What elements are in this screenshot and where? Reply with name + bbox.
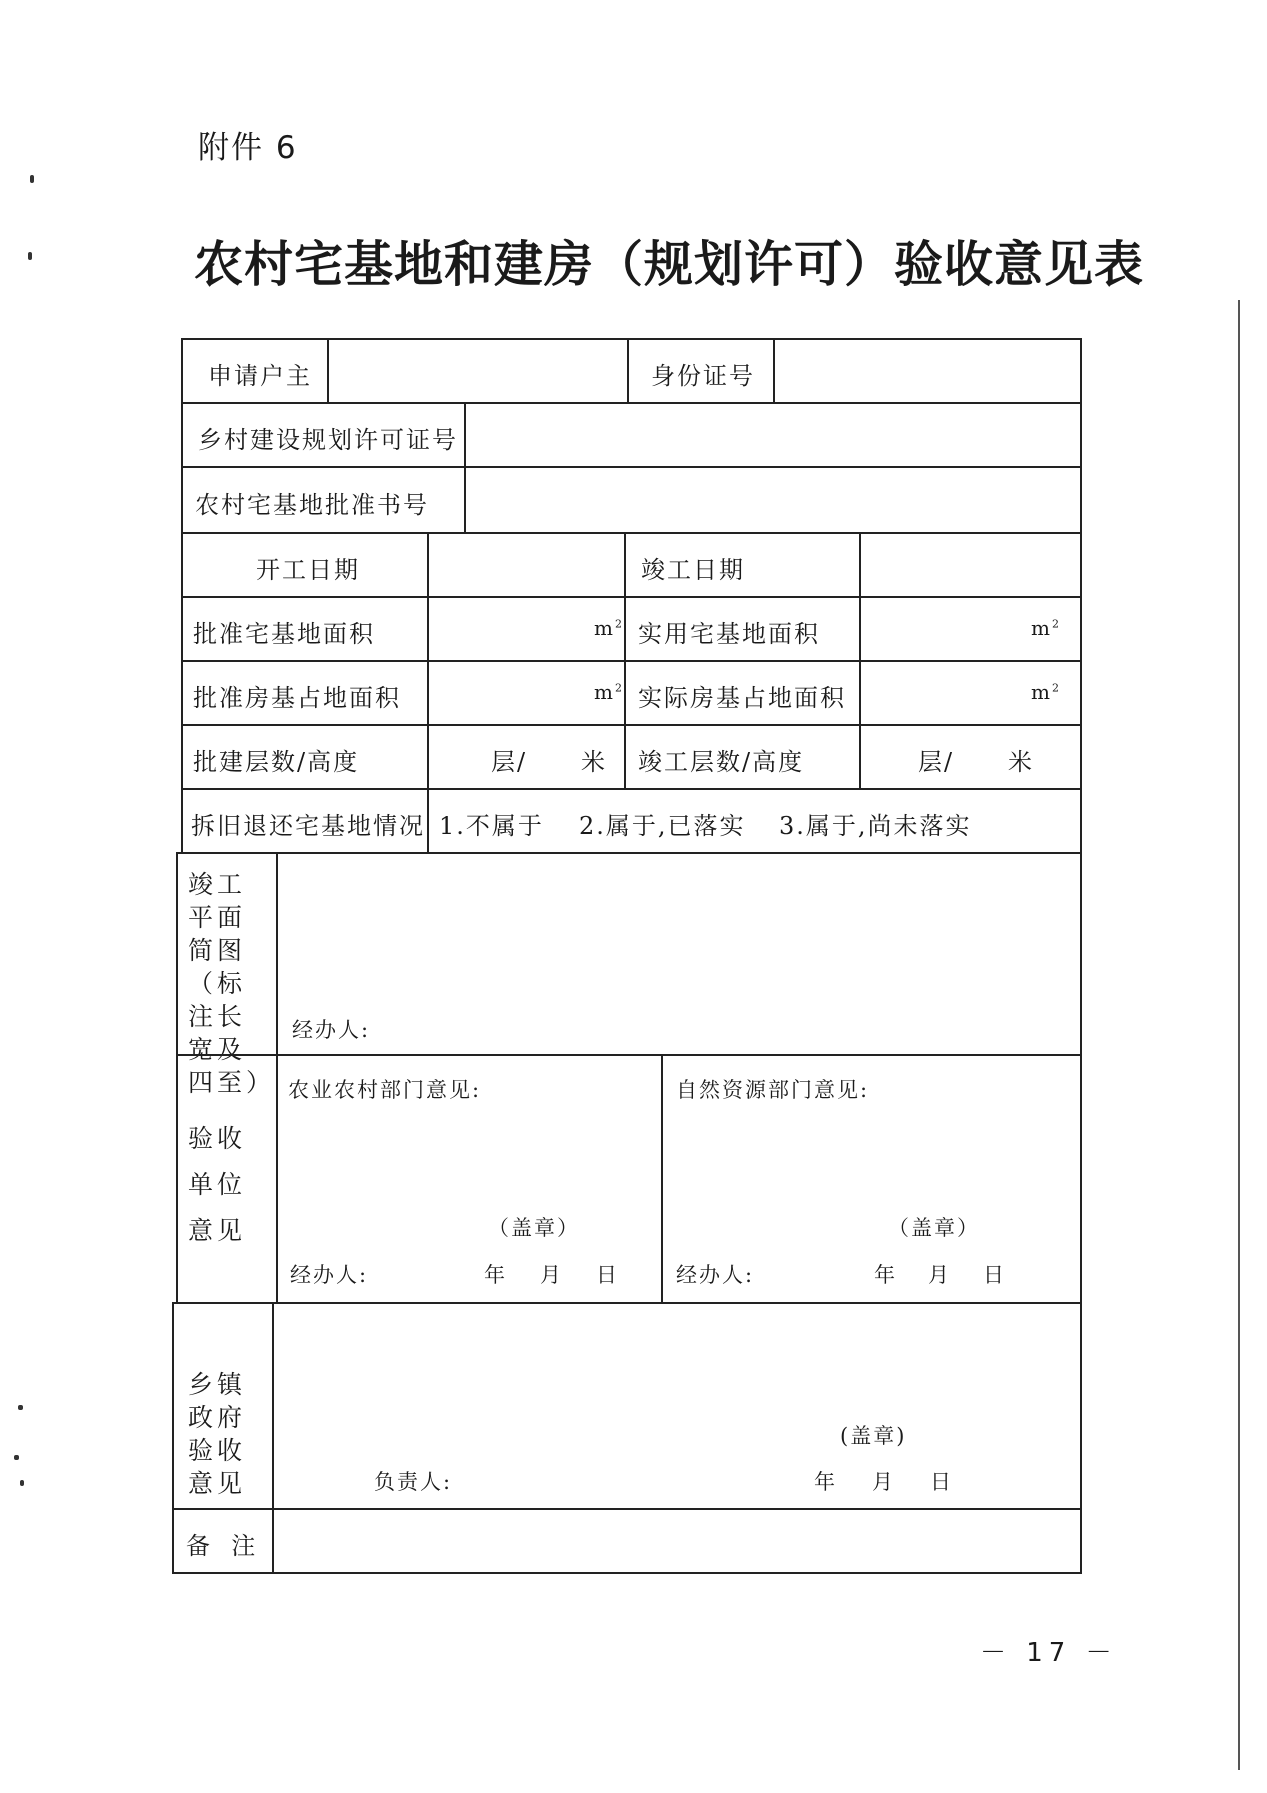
unit-m2: $m^2$ bbox=[1031, 680, 1061, 704]
nature-handler-label: 经办人: bbox=[676, 1263, 755, 1287]
option-done[interactable]: 2.属于,已落实 bbox=[579, 812, 746, 840]
agri-day: 日 bbox=[596, 1263, 619, 1287]
approved-homestead-area-label: 批准宅基地面积 bbox=[193, 620, 375, 648]
nature-month: 月 bbox=[928, 1263, 951, 1287]
unit-m2: $m^2$ bbox=[1031, 616, 1061, 640]
option-not-applicable[interactable]: 1.不属于 bbox=[439, 812, 544, 840]
approved-homestead-area-input[interactable] bbox=[427, 596, 626, 662]
id-number-label: 身份证号 bbox=[651, 362, 755, 390]
page-number: － 17 － bbox=[980, 1638, 1118, 1668]
start-date-label-cell bbox=[181, 532, 429, 598]
agri-seal: （盖章） bbox=[488, 1216, 580, 1240]
township-month: 月 bbox=[872, 1470, 895, 1494]
township-seal: (盖章) bbox=[840, 1424, 907, 1448]
id-number-label-cell bbox=[627, 338, 775, 404]
planning-permit-label-cell bbox=[181, 402, 466, 468]
scan-speck bbox=[14, 1455, 19, 1460]
start-date-label: 开工日期 bbox=[256, 556, 360, 584]
nature-seal: （盖章） bbox=[888, 1216, 980, 1240]
applicant-input[interactable] bbox=[327, 338, 629, 404]
nature-day: 日 bbox=[983, 1263, 1006, 1287]
homestead-approval-label-cell bbox=[181, 466, 466, 534]
id-number-input[interactable] bbox=[773, 338, 1082, 404]
township-day: 日 bbox=[930, 1470, 953, 1494]
unit-m2: $m^2$ bbox=[594, 616, 624, 640]
completed-floors-label: 竣工层数/高度 bbox=[638, 748, 805, 776]
remarks-label-cell bbox=[172, 1508, 274, 1574]
meter-unit: 米 bbox=[581, 748, 607, 776]
scan-speck bbox=[18, 1405, 23, 1410]
remarks-input[interactable] bbox=[272, 1508, 1082, 1574]
township-opinion[interactable] bbox=[272, 1302, 1082, 1510]
option-not-done[interactable]: 3.属于,尚未落实 bbox=[779, 812, 972, 840]
approved-homestead-area-label-cell bbox=[181, 596, 429, 662]
floor-unit: 层/ bbox=[918, 748, 955, 776]
floor-unit: 层/ bbox=[491, 748, 528, 776]
actual-homestead-area-label-cell bbox=[624, 596, 861, 662]
remarks-label: 备 注 bbox=[186, 1532, 258, 1560]
nature-dept-label: 自然资源部门意见: bbox=[676, 1078, 870, 1102]
attachment-label: 附件 6 bbox=[198, 130, 298, 166]
homestead-approval-label: 农村宅基地批准书号 bbox=[195, 491, 429, 519]
scan-speck bbox=[28, 252, 32, 260]
actual-footprint-input[interactable] bbox=[859, 660, 1082, 726]
township-label-cell bbox=[172, 1302, 274, 1510]
applicant-label-cell bbox=[181, 338, 329, 404]
applicant-label: 申请户主 bbox=[208, 362, 312, 390]
acceptance-label-cell bbox=[176, 1054, 278, 1304]
approved-footprint-label-cell bbox=[181, 660, 429, 726]
sketch-handler-label: 经办人: bbox=[292, 1018, 371, 1042]
homestead-approval-input[interactable] bbox=[464, 466, 1082, 534]
agri-dept-label: 农业农村部门意见: bbox=[288, 1078, 482, 1102]
acceptance-label: 验收单位意见 bbox=[188, 1124, 247, 1245]
scan-speck bbox=[30, 175, 34, 183]
agri-month: 月 bbox=[540, 1263, 563, 1287]
approved-floors-label: 批建层数/高度 bbox=[193, 748, 360, 776]
approved-footprint-input[interactable] bbox=[427, 660, 626, 726]
nature-year: 年 bbox=[874, 1263, 897, 1287]
actual-footprint-label-cell bbox=[624, 660, 861, 726]
completion-date-label: 竣工日期 bbox=[641, 556, 745, 584]
completed-floors-label-cell bbox=[624, 724, 861, 790]
old-homestead-label: 拆旧退还宅基地情况 bbox=[191, 812, 425, 840]
township-responsible-label: 负责人: bbox=[374, 1470, 453, 1494]
actual-footprint-label: 实际房基占地面积 bbox=[638, 684, 846, 712]
actual-homestead-area-input[interactable] bbox=[859, 596, 1082, 662]
old-homestead-label-cell bbox=[181, 788, 429, 854]
planning-permit-input[interactable] bbox=[464, 402, 1082, 468]
agri-handler-label: 经办人: bbox=[290, 1263, 369, 1287]
township-label: 乡镇政府验收意见 bbox=[188, 1370, 247, 1498]
planning-permit-label: 乡村建设规划许可证号 bbox=[198, 426, 458, 454]
sketch-area[interactable] bbox=[276, 852, 1082, 1056]
unit-m2: $m^2$ bbox=[594, 680, 624, 704]
approved-floors-label-cell bbox=[181, 724, 429, 790]
nature-dept-opinion[interactable] bbox=[661, 1054, 1082, 1304]
form-title: 农村宅基地和建房（规划许可）验收意见表 bbox=[194, 236, 1145, 293]
start-date-input[interactable] bbox=[427, 532, 626, 598]
township-year: 年 bbox=[814, 1470, 837, 1494]
meter-unit: 米 bbox=[1008, 748, 1034, 776]
completion-date-label-cell bbox=[624, 532, 861, 598]
completion-date-input[interactable] bbox=[859, 532, 1082, 598]
old-homestead-options bbox=[427, 788, 1082, 854]
completed-floors-input[interactable] bbox=[859, 724, 1082, 790]
sketch-label: 竣工平面简图（标注长宽及四至） bbox=[188, 870, 276, 1097]
agri-year: 年 bbox=[484, 1263, 507, 1287]
scan-speck bbox=[20, 1480, 24, 1486]
approved-floors-input[interactable] bbox=[427, 724, 626, 790]
approved-footprint-label: 批准房基占地面积 bbox=[193, 684, 401, 712]
scan-edge-line bbox=[1238, 300, 1240, 1770]
sketch-label-cell bbox=[176, 852, 278, 1097]
agri-dept-opinion[interactable] bbox=[276, 1054, 663, 1304]
actual-homestead-area-label: 实用宅基地面积 bbox=[638, 620, 820, 648]
